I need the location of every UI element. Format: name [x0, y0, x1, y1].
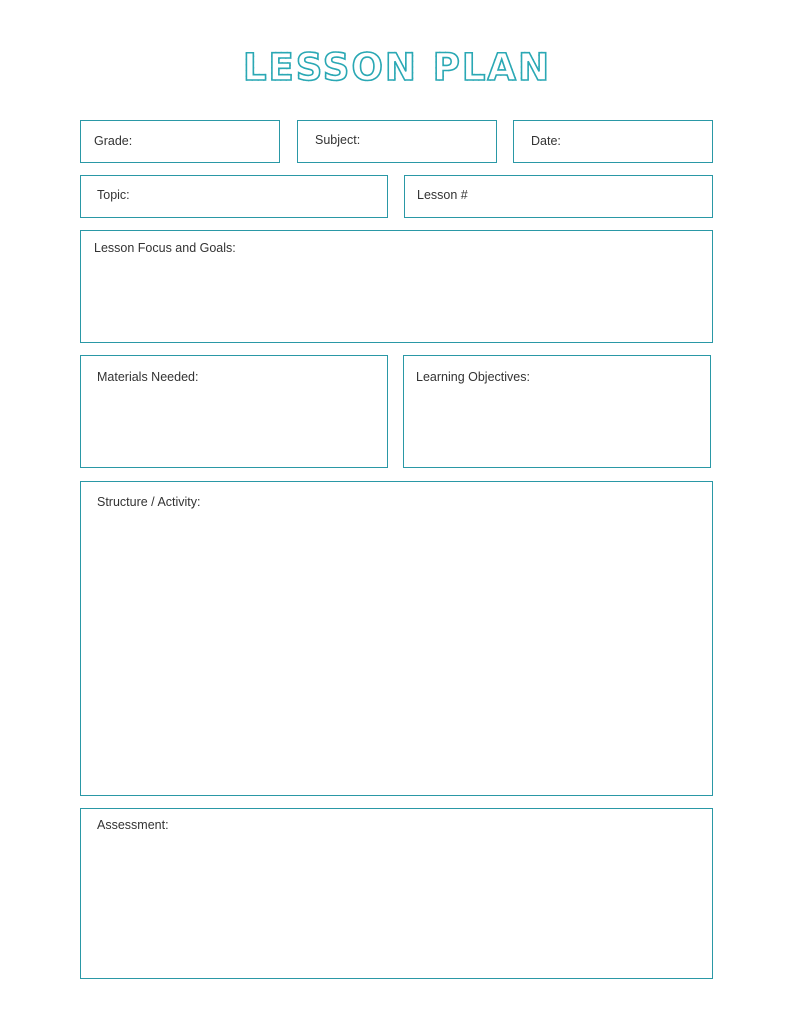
structure-field[interactable] [80, 481, 713, 796]
subject-field[interactable] [297, 120, 497, 163]
assessment-field[interactable] [80, 808, 713, 979]
lesson-number-label: Lesson # [417, 188, 468, 202]
date-field[interactable] [513, 120, 713, 163]
structure-label: Structure / Activity: [97, 495, 201, 509]
focus-goals-label: Lesson Focus and Goals: [94, 241, 236, 255]
topic-label: Topic: [97, 188, 130, 202]
grade-label: Grade: [94, 134, 133, 148]
objectives-label: Learning Objectives: [416, 370, 530, 384]
materials-label: Materials Needed: [97, 370, 199, 384]
materials-field[interactable] [80, 355, 388, 468]
assessment-label: Assessment: [97, 818, 169, 832]
date-label: Date: [531, 134, 561, 148]
objectives-field[interactable] [403, 355, 711, 468]
topic-field[interactable] [80, 175, 388, 218]
grade-field[interactable] [80, 120, 280, 163]
page-title: LESSON PLAN [0, 44, 794, 92]
lesson-number-field[interactable] [404, 175, 713, 218]
subject-label: Subject: [315, 133, 361, 147]
focus-goals-field[interactable] [80, 230, 713, 343]
